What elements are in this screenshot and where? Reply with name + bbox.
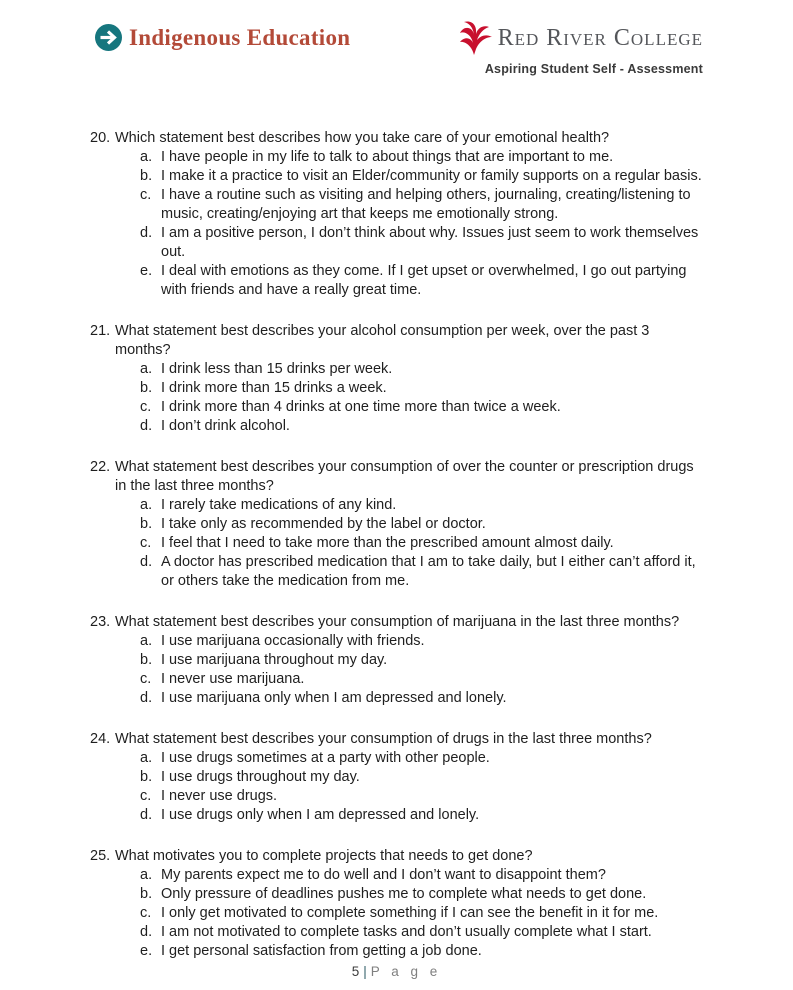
option-item [140,904,705,923]
question-number: 23. [90,614,111,630]
question-item [90,458,705,591]
question-text: Which statement best describes how you take care of your emotional health? [115,130,610,146]
option-letter: d. [140,418,153,434]
option-text: I use marijuana throughout my day. [161,652,388,668]
option-text: I use drugs sometimes at a party with other people. [161,750,490,766]
question-item [90,613,705,708]
option-item [140,379,705,398]
option-text: I deal with emotions as they come. If I get upset or overwhelmed, I go out partying with friends and have a really great time. [161,263,687,298]
option-item [140,923,705,942]
option-letter: c. [140,788,152,804]
option-list [140,360,705,436]
option-text: I make it a practice to visit an Elder/community or family supports on a regular basis. [161,168,702,184]
question-item [90,129,705,300]
option-item [140,360,705,379]
option-list [140,496,705,591]
question-text: What statement best describes your consumption of drugs in the last three months? [115,731,652,747]
option-letter: a. [140,867,153,883]
option-item [140,496,705,515]
option-list [140,866,705,961]
option-item [140,632,705,651]
question-text: What motivates you to complete projects that needs to get done? [115,848,533,864]
option-text: I have a routine such as visiting and helping others, journaling, creating/listening to music, creating/enjoying art that keeps me emotionally strong. [161,187,691,222]
option-list [140,148,705,300]
option-text: I get personal satisfaction from getting a job done. [161,943,482,959]
option-letter: a. [140,750,153,766]
option-text: A doctor has prescribed medication that I am to take daily, but I either can’t afford it, or others take the medication from me. [161,554,696,589]
option-letter: b. [140,516,153,532]
option-text: I use marijuana occasionally with friends. [161,633,425,649]
option-text: I feel that I need to take more than the prescribed amount almost daily. [161,535,614,551]
option-text: My parents expect me to do well and I don’t want to disappoint them? [161,867,606,883]
option-list [140,749,705,825]
indigenous-education-logo [95,24,350,51]
option-text: I use drugs throughout my day. [161,769,360,785]
option-item [140,553,705,591]
red-river-college-icon [459,20,493,56]
option-letter: a. [140,633,153,649]
arrow-circle-icon [95,24,122,51]
option-list [140,632,705,708]
option-text: I never use drugs. [161,788,278,804]
option-text: I use drugs only when I am depressed and lonely. [161,807,480,823]
option-item [140,515,705,534]
option-item [140,787,705,806]
option-text: I drink more than 4 drinks at one time more than twice a week. [161,399,561,415]
option-item [140,417,705,436]
question-item [90,322,705,436]
option-text: I have people in my life to talk to about things that are important to me. [161,149,614,165]
option-item [140,670,705,689]
option-text: I am not motivated to complete tasks and don’t usually complete what I start. [161,924,652,940]
option-letter: e. [140,943,153,959]
option-text: Only pressure of deadlines pushes me to complete what needs to get done. [161,886,647,902]
option-item [140,689,705,708]
indigenous-education-wordmark: Indigenous Education [129,24,351,50]
option-item [140,167,705,186]
red-river-college-wordmark: Red River College [497,24,703,51]
option-letter: a. [140,149,153,165]
option-letter: c. [140,671,152,687]
question-text: What statement best describes your consumption of marijuana in the last three months? [115,614,680,630]
option-letter: a. [140,361,153,377]
option-item [140,866,705,885]
question-item [90,847,705,961]
page-number: 5 [351,964,360,979]
page-header [0,0,793,76]
page-footer [0,964,793,979]
option-letter: d. [140,225,153,241]
document-subtitle: Aspiring Student Self - Assessment [484,62,703,76]
option-item [140,534,705,553]
footer-separator: | [363,964,367,979]
option-text: I never use marijuana. [161,671,305,687]
option-text: I drink less than 15 drinks per week. [161,361,393,377]
option-letter: d. [140,690,153,706]
option-text: I drink more than 15 drinks a week. [161,380,387,396]
option-item [140,768,705,787]
option-item [140,398,705,417]
question-text: What statement best describes your consumption of over the counter or prescription drugs in the last three months? [115,459,694,494]
option-item [140,224,705,262]
header-right-block [459,20,703,76]
question-number: 20. [90,130,111,146]
option-letter: c. [140,535,152,551]
page-label: P a g e [370,964,442,979]
option-letter: e. [140,263,153,279]
option-text: I don’t drink alcohol. [161,418,290,434]
option-item [140,186,705,224]
option-letter: b. [140,652,153,668]
option-item [140,262,705,300]
option-letter: b. [140,769,153,785]
option-letter: d. [140,924,153,940]
option-letter: b. [140,168,153,184]
option-text: I am a positive person, I don’t think about why. Issues just seem to work themselves out. [161,225,699,260]
option-text: I use marijuana only when I am depressed and lonely. [161,690,507,706]
option-letter: c. [140,905,152,921]
red-river-college-logo [459,20,703,56]
option-letter: d. [140,807,153,823]
question-item [90,730,705,825]
option-item [140,749,705,768]
option-letter: b. [140,886,153,902]
option-letter: c. [140,399,152,415]
question-number: 21. [90,323,111,339]
option-text: I only get motivated to complete something if I can see the benefit in it for me. [161,905,659,921]
question-text: What statement best describes your alcohol consumption per week, over the past 3 months? [115,323,650,358]
option-item [140,885,705,904]
question-number: 24. [90,731,111,747]
option-letter: a. [140,497,153,513]
option-letter: b. [140,380,153,396]
option-item [140,148,705,167]
question-number: 22. [90,459,111,475]
option-text: I take only as recommended by the label or doctor. [161,516,486,532]
option-text: I rarely take medications of any kind. [161,497,397,513]
questionnaire [0,76,793,961]
question-number: 25. [90,848,111,864]
option-item [140,942,705,961]
option-item [140,806,705,825]
option-item [140,651,705,670]
option-letter: c. [140,187,152,203]
option-letter: d. [140,554,153,570]
